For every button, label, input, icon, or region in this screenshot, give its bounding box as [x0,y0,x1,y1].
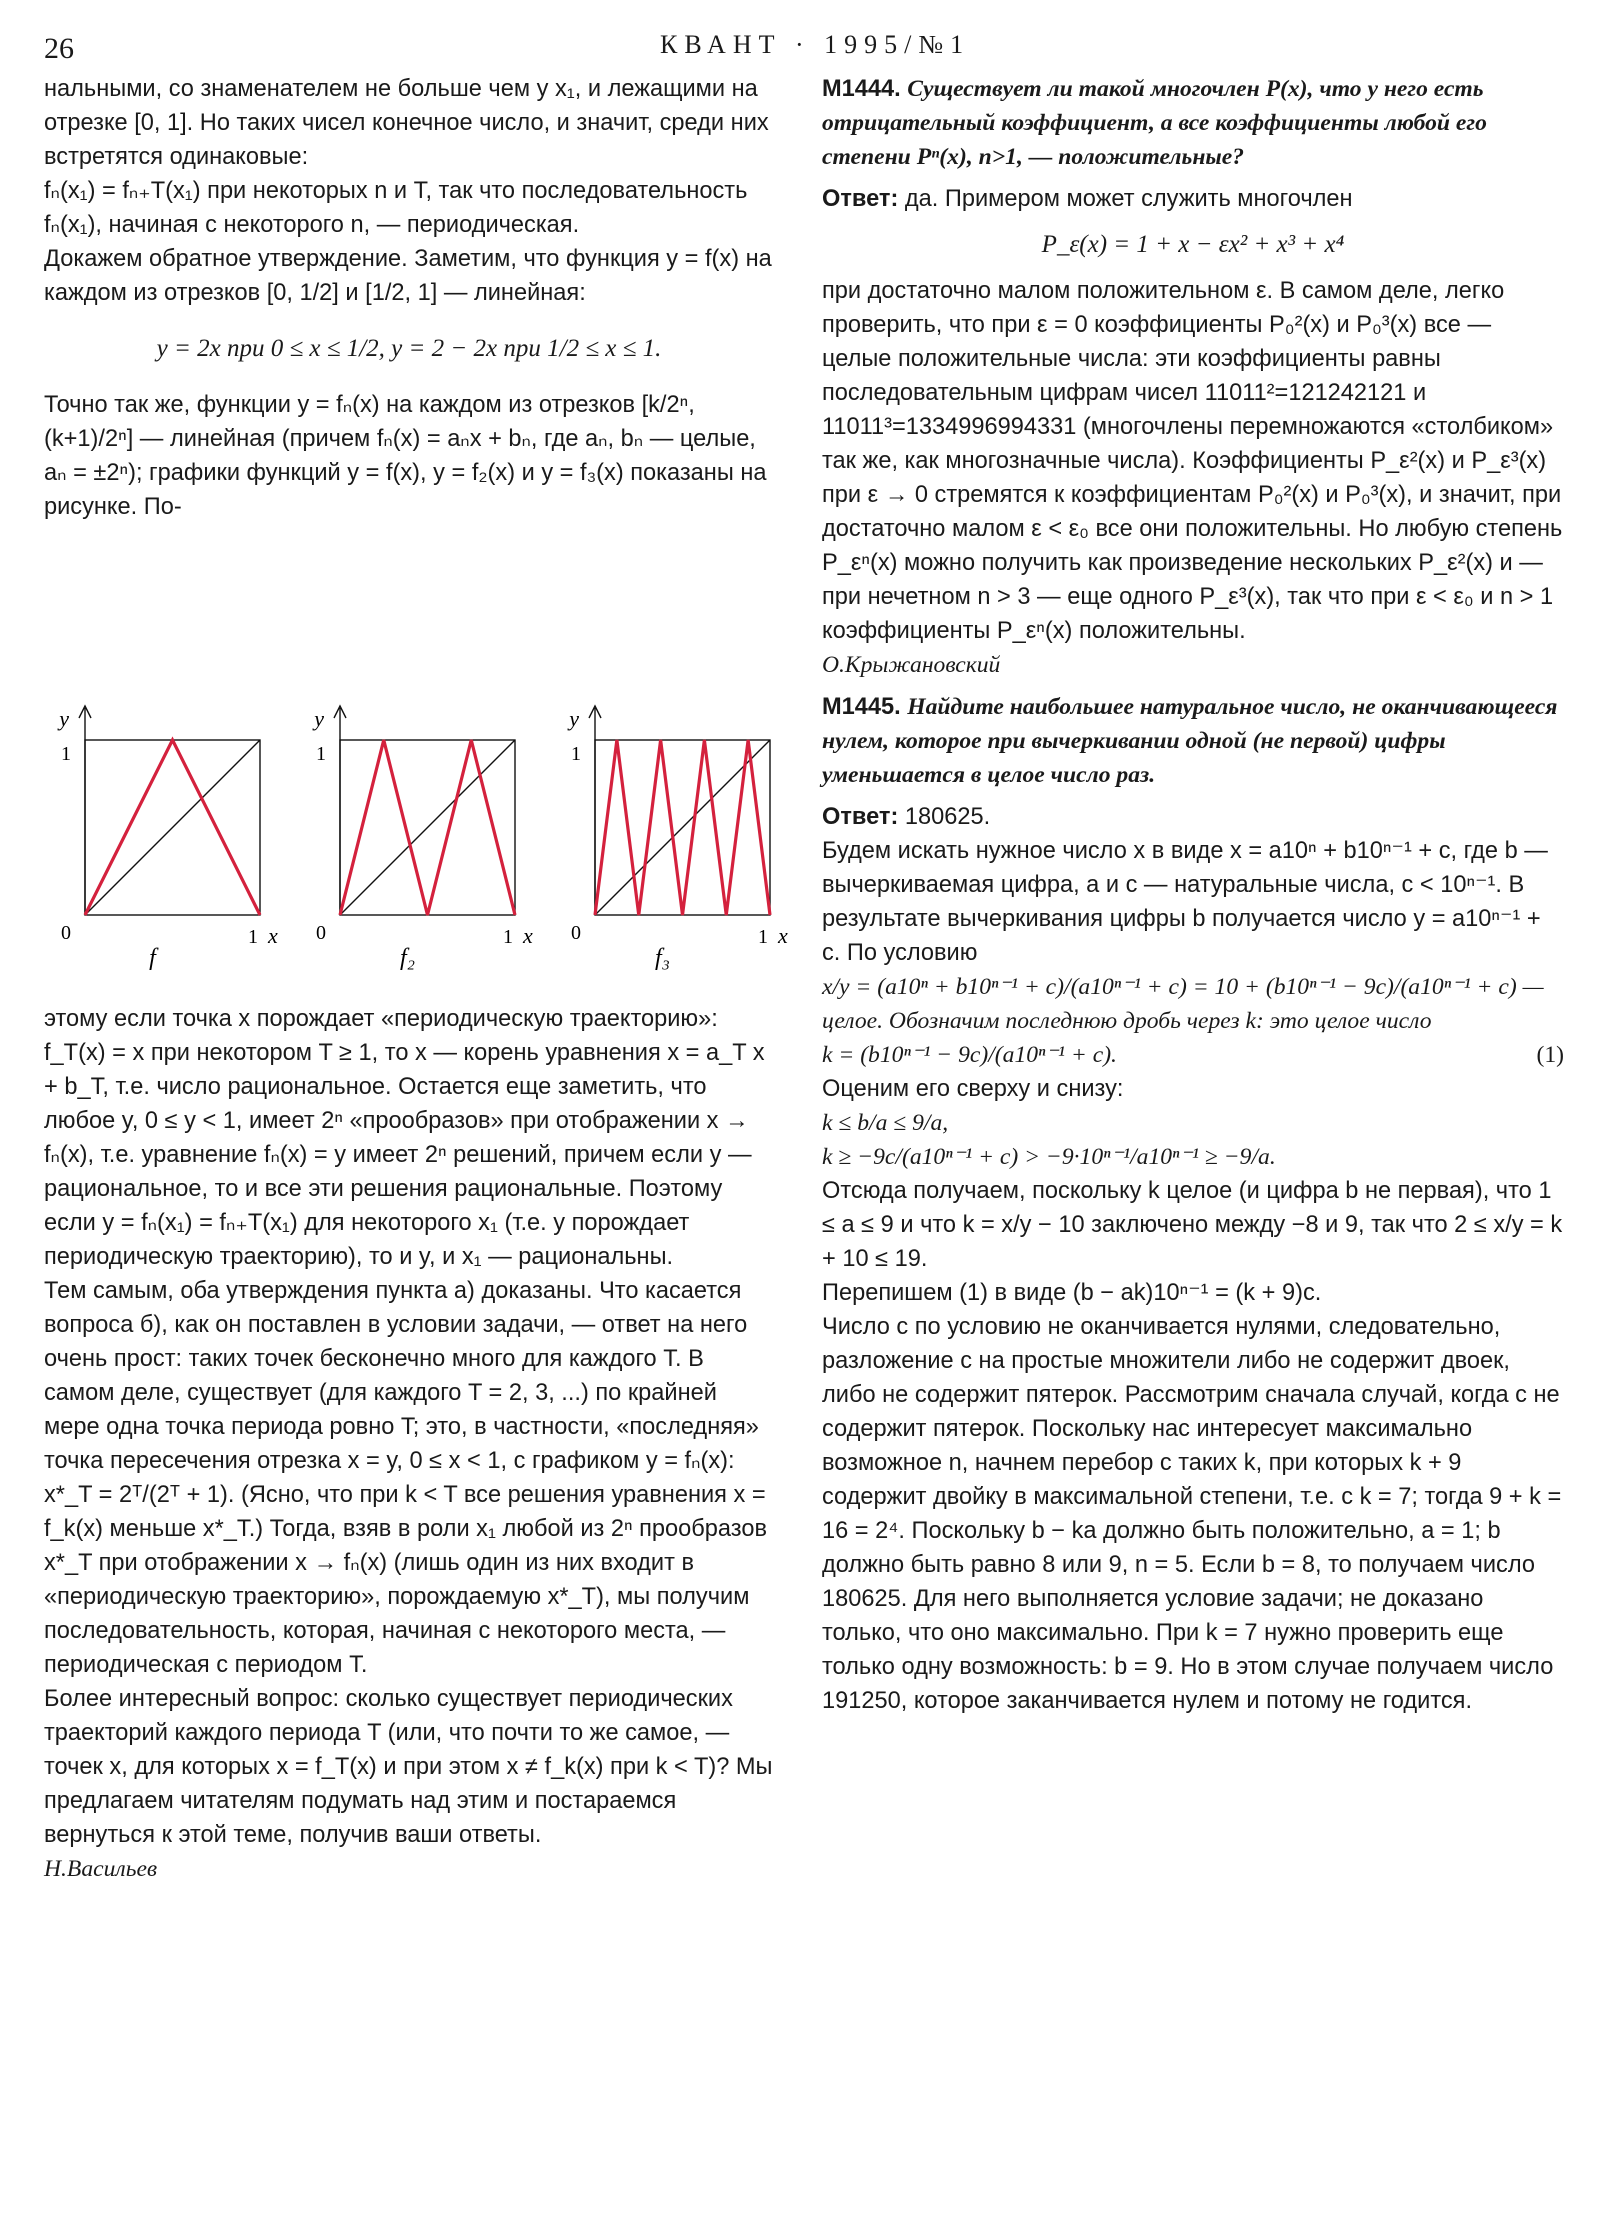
y-one-label: 1 [61,743,71,765]
problem-id: М1444. [822,76,901,102]
y-one-label: 1 [571,743,581,765]
equation-ratio: x/y = (a10ⁿ + b10ⁿ⁻¹ + c)/(a10ⁿ⁻¹ + c) = 10 + (b10ⁿ⁻¹ − 9c)/(a10ⁿ⁻¹ + c) — целое. Обозначим последнюю дробь через k: это целое число [822,974,1544,1034]
answer-label: Ответ: [822,804,899,830]
page-number: 26 [44,32,74,65]
answer-text: да. Примером может служить многочлен [904,186,1353,212]
paragraph: Оценим его сверху и снизу: [822,1076,1124,1102]
left-column-bottom [44,1002,774,1886]
page-header [0,22,1600,65]
inequality-lower: k ≥ −9c/(a10ⁿ⁻¹ + c) > −9·10ⁿ⁻¹/a10ⁿ⁻¹ ≥ −9/a. [822,1144,1276,1170]
problem-m1445 [822,690,1564,792]
right-column [822,72,1564,1718]
answer-text: 180625. [904,804,991,830]
problem-statement: Существует ли такой многочлен P(x), что у него есть отрицательный коэффициент, а все коэффициенты любой его степени Pⁿ(x), n>1, — положительные? [822,76,1487,170]
problem-m1444 [822,72,1564,174]
problem-statement: Найдите наибольшее натуральное число, не оканчивающееся нулем, которое при вычеркивании одной (не первой) цифры уменьшается в целое число раз. [822,694,1558,788]
paragraph: Докажем обратное утверждение. Заметим, что функция y = f(x) на каждом из отрезков [0, 1/2] и [1/2, 1] — линейная: [44,246,772,306]
y-axis-label: y [569,706,579,731]
x-axis-label: x [778,923,788,948]
x-one-label: 1 [503,926,513,948]
paragraph: Будем искать нужное число x в виде x = a10ⁿ + b10ⁿ⁻¹ + c, где b — вычеркиваемая цифра, a и c — натуральные числа, c < 10ⁿ⁻¹. В результате вычеркивания цифры b получается число y = a10ⁿ⁻¹ + c. По условию [822,838,1548,966]
answer-label: Ответ: [822,186,899,212]
x-axis-label: x [268,923,278,948]
diagonal-line [340,740,515,915]
answer-m1444 [822,182,1564,216]
paragraph: при достаточно малом положительном ε. В самом деле, легко проверить, что при ε = 0 коэффициенты P₀²(x) и P₀³(x) все — целые положительные числа: эти коэффициенты равны последовательным цифрам чисел 11011²=121242121 и 11011³=1334996994331 (многочлены перемножаются «столбиком» так же, как многозначные числа). Коэффициенты P_ε²(x) и P_ε³(x) при ε → 0 стремятся к коэффициентам P₀²(x) и P₀³(x), и значит, при достаточно малом ε < ε₀ все они положительны. Но любую степень P_εⁿ(x) можно получить как произведение нескольких P_ε²(x) и — при нечетном n > 3 — еще одного P_ε³(x), так что при ε < ε₀ и n > 1 коэффициенты P_εⁿ(x) положительны. [822,278,1563,644]
y-axis-label: y [314,706,324,731]
paragraph: Отсюда получаем, поскольку k целое (и цифра b не первая), что 1 ≤ a ≤ 9 и что k = x/y − 10 заключено между −8 и 9, так что 2 ≤ x/y = k + 10 ≤ 19. [822,1178,1563,1272]
signature-vasiliev: Н.Васильев [44,1856,158,1882]
journal-title: КВАНТ · 1995/№1 [660,30,971,59]
origin-label: 0 [571,922,581,944]
formula-poly: P_ε(x) = 1 + x − εx² + x³ + x⁴ [1041,231,1345,258]
paragraph: Точно так же, функции y = fₙ(x) на каждом из отрезков [k/2ⁿ, (k+1)/2ⁿ] — линейная (причем fₙ(x) = aₙx + bₙ, где aₙ, bₙ — целые, aₙ = ±2ⁿ); графики функций y = f(x), y = f₂(x) и y = f₃(x) показаны на рисунке. По- [44,392,767,520]
diagonal-line [85,740,260,915]
equation-k [822,1038,1564,1072]
answer-m1445 [822,800,1564,834]
paragraph: fₙ(x₁) = fₙ₊T(x₁) при некоторых n и T, так что последовательность fₙ(x₁), начиная с некоторого n, — периодическая. [44,178,748,238]
paragraph: Тем самым, оба утверждения пункта а) доказаны. Что касается вопроса б), как он поставлен в условии задачи, — ответ на него очень прост: таких точек бесконечно много для каждого T. В самом деле, существует (для каждого T = 2, 3, ...) по крайней мере одна точка периода ровно T; это, в частности, «последняя» точка пересечения отрезка x = y, 0 ≤ x < 1, с графиком y = fₙ(x): x*_T = 2ᵀ/(2ᵀ + 1). (Ясно, что при k < T все решения уравнения x = f_k(x) меньше x*_T.) Тогда, взяв в роли x₁ любой из 2ⁿ прообразов x*_T при отображении x → fₙ(x) (лишь один из них входит в «периодическую траекторию», порождаемую x*_T), мы получим последовательность, которая, начиная с некоторого места, — периодическая с периодом T. [44,1278,767,1678]
equation-k-text: k = (b10ⁿ⁻¹ − 9c)/(a10ⁿ⁻¹ + c). [822,1042,1117,1068]
y-one-label: 1 [316,743,326,765]
signature-kryzhanovsky: О.Крыжановский [822,652,1001,678]
inequality-upper: k ≤ b/a ≤ 9/a, [822,1110,949,1136]
left-column-top [44,72,774,524]
paragraph: Более интересный вопрос: сколько существует периодических траекторий каждого периода T (или, что почти то же самое, — точек x, для которых x = f_T(x) и при этом x ≠ f_k(x) при k < T)? Мы предлагаем читателям подумать над этим и постараемся вернуться к этой теме, получив ваши ответы. [44,1686,773,1848]
function-name: f [149,945,156,971]
equation-number: (1) [1536,1042,1564,1068]
y-axis-label: y [59,706,69,731]
function-name: f₃ [654,945,671,971]
formula-linear: y = 2x при 0 ≤ x ≤ 1/2, y = 2 − 2x при 1/2 ≤ x ≤ 1. [156,335,662,362]
x-one-label: 1 [248,926,258,948]
paragraph: Перепишем (1) в виде (b − ak)10ⁿ⁻¹ = (k + 9)c. [822,1280,1322,1306]
origin-label: 0 [61,922,71,944]
function-graphs-figure [40,700,788,985]
function-name: f₂ [399,945,416,971]
paragraph: Число c по условию не оканчивается нулями, следовательно, разложение c на простые множители либо не содержит двоек, либо не содержит пятерок. Рассмотрим сначала случай, когда c не содержит пятерок. Поскольку нас интересует максимально возможное n, начнем перебор с таких k, при которых k + 9 содержит двойку в максимальной степени, т.е. с k = 7; тогда 9 + k = 16 = 2⁴. Поскольку b − ka должно быть положительно, a = 1; b должно быть равно 8 или 9, n = 5. Если b = 8, то получаем число 180625. Для него выполняется условие задачи; не доказано только, что оно максимально. При k = 7 нужно проверить еще только одну возможность: b = 9. Но в этом случае получаем число 191250, которое заканчивается нулем и потому не годится. [822,1314,1562,1714]
origin-label: 0 [316,922,326,944]
x-axis-label: x [523,923,533,948]
paragraph: нальными, со знаменателем не больше чем у x₁, и лежащими на отрезке [0, 1]. Но таких чисел конечное число, и значит, среди них встретятся одинаковые: [44,76,769,170]
paragraph: этому если точка x порождает «периодическую траекторию»: f_T(x) = x при некотором T ≥ 1, то x — корень уравнения x = a_T x + b_T, т.е. число рациональное. Остается еще заметить, что любое y, 0 ≤ y < 1, имеет 2ⁿ «прообразов» при отображении x → fₙ(x), т.е. уравнение fₙ(x) = y имеет 2ⁿ решений, причем если y — рациональное, то и все эти решения рациональные. Поэтому если y = fₙ(x₁) = fₙ₊T(x₁) для некоторого x₁ (т.е. y порождает периодическую траекторию), то и y, и x₁ — рациональны. [44,1006,765,1270]
x-one-label: 1 [758,926,768,948]
problem-id: М1445. [822,694,901,720]
